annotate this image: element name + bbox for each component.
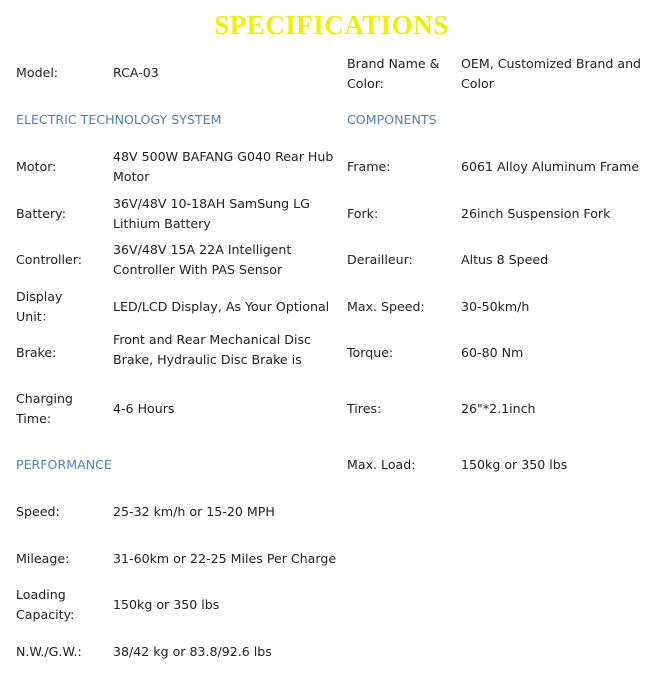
- weight-label: N.W./G.W.:: [16, 644, 82, 659]
- brake-label: Brake:: [16, 345, 57, 360]
- motor-value: 48V 500W BAFANG G040 Rear Hub Motor: [113, 149, 334, 184]
- brake-value: Front and Rear Mechanical Disc Brake, Hydraulic Disc Brake is: [113, 332, 311, 367]
- brand-value: OEM, Customized Brand and Color: [461, 56, 642, 91]
- speed-label: Speed:: [16, 504, 60, 519]
- motor-label: Motor:: [16, 159, 57, 174]
- max-load-value: 150kg or 350 lbs: [461, 457, 568, 472]
- battery-label: Battery:: [16, 206, 66, 221]
- frame-label: Frame:: [347, 159, 391, 174]
- max-speed-value: 30-50km/h: [461, 299, 530, 314]
- model-value: RCA-03: [113, 65, 159, 80]
- battery-value: 36V/48V 10-18AH SamSung LG Lithium Battery: [113, 196, 310, 231]
- torque-label: Torque:: [347, 345, 394, 360]
- tires-label: Tires:: [347, 401, 382, 416]
- controller-label: Controller:: [16, 252, 82, 267]
- speed-value: 25-32 km/h or 15-20 MPH: [113, 504, 275, 519]
- charging-value: 4-6 Hours: [113, 401, 175, 416]
- mileage-value: 31-60km or 22-25 Miles Per Charge: [113, 551, 337, 566]
- weight-value: 38/42 kg or 83.8/92.6 lbs: [113, 644, 272, 659]
- torque-value: 60-80 Nm: [461, 345, 524, 360]
- mileage-label: Mileage:: [16, 551, 70, 566]
- fork-value: 26inch Suspension Fork: [461, 206, 611, 221]
- max-speed-label: Max. Speed:: [347, 299, 425, 314]
- max-load-label: Max. Load:: [347, 457, 416, 472]
- display-label: Display Unit：: [16, 289, 63, 324]
- derailleur-label: Derailleur:: [347, 252, 413, 267]
- page-title: SPECIFICATIONS: [214, 10, 449, 40]
- display-value: LED/LCD Display, As Your Optional: [113, 299, 330, 314]
- frame-value: 6061 Alloy Aluminum Frame: [461, 159, 640, 174]
- loading-label: Loading Capacity:: [16, 587, 75, 622]
- loading-value: 150kg or 350 lbs: [113, 597, 220, 612]
- performance-section-heading: PERFORMANCE: [16, 457, 112, 472]
- components-section-heading: COMPONENTS: [347, 112, 437, 127]
- model-label: Model:: [16, 65, 59, 80]
- fork-label: Fork:: [347, 206, 379, 221]
- electric-section-heading: ELECTRIC TECHNOLOGY SYSTEM: [16, 112, 222, 127]
- controller-value: 36V/48V 15A 22A Intelligent Controller With PAS Sensor: [113, 242, 292, 277]
- derailleur-value: Altus 8 Speed: [461, 252, 549, 267]
- tires-value: 26"*2.1inch: [461, 401, 536, 416]
- charging-label: Charging Time:: [16, 391, 73, 426]
- brand-label: Brand Name & Color:: [347, 56, 440, 91]
